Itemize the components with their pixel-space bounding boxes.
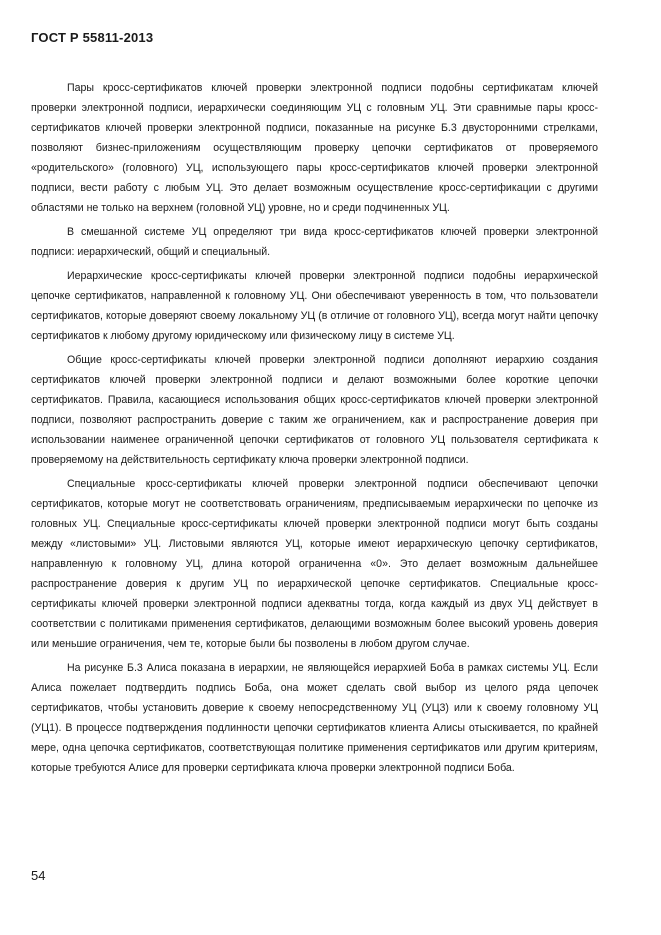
page-number: 54: [31, 868, 46, 883]
document-body: [31, 78, 598, 782]
document-header: ГОСТ Р 55811-2013: [31, 30, 154, 45]
paragraph: Общие кросс-сертификаты ключей проверки электронной подписи дополняют иерархию создания сертификатов ключей проверки электронной подписи и делают возможными более короткие цепочки сертификатов. Правила, касающиеся использования общих кросс-сертификатов ключей проверки электронной подписи, позволяют распространить доверие с таким же ограничением, как и распространение доверия при использовании наименее ограниченной цепочки сертификатов от головного УЦ пользователя сертификата к проверяемому на действительность сертификату ключа проверки электронной подписи.: [31, 354, 598, 466]
paragraph: Специальные кросс-сертификаты ключей проверки электронной подписи обеспечивают цепочки сертификатов, которые могут не соответствовать ограничениям, предписываемым иерархически по цепочке из головных УЦ. Специальные кросс-сертификаты ключей проверки электронной подписи могут быть созданы между «листовыми» УЦ. Листовыми являются УЦ, которые имеют иерархическую цепочку сертификатов, направленную к головному УЦ, длина которой ограниченна «0». Это делает возможным дальнейшее распространение доверия к другим УЦ по иерархической цепочке сертификатов. Специальные кросс-сертификаты ключей проверки электронной подписи адекватны тогда, когда каждый из двух УЦ действует в соответствии с политиками применения сертификатов, делающими возможным более высокий уровень доверия или меньшие ограничения, чем те, которые были бы позволены в любом другом случае.: [31, 478, 598, 650]
paragraph: На рисунке Б.3 Алиса показана в иерархии, не являющейся иерархией Боба в рамках системы УЦ. Если Алиса пожелает подтвердить подпись Боба, она может сделать свой выбор из целого ряда цепочек сертификатов, чтобы установить доверие к своему непосредственному УЦ (УЦ3) или к своему головному УЦ (УЦ1). В процессе подтверждения подлинности цепочки сертификатов клиента Алисы отыскивается, по крайней мере, одна цепочка сертификатов, соответствующая политике применения сертификатов или другим критериям, которые требуются Алисе для проверки сертификата ключа проверки электронной подписи Боба.: [31, 662, 598, 774]
paragraph: Иерархические кросс-сертификаты ключей проверки электронной подписи подобны иерархической цепочке сертификатов, направленной к головному УЦ. Они обеспечивают уверенность в том, что пользователи сертификатов, которые доверяют своему локальному УЦ (в отличие от головного УЦ), всегда могут найти цепочку сертификатов к любому другому юридическому или физическому лицу в системе УЦ.: [31, 270, 598, 342]
paragraph: Пары кросс-сертификатов ключей проверки электронной подписи подобны сертификатам ключей проверки электронной подписи, иерархически соединяющим УЦ с головным УЦ. Эти сравнимые пары кросс-сертификатов ключей проверки электронной подписи, показанные на рисунке Б.3 двусторонними стрелками, позволяют бизнес-приложениям осуществляющим проверку цепочки сертификатов от проверяемого «родительского» (головного) УЦ, использующего пары кросс-сертификатов ключей проверки электронной подписи, вести работу с любым УЦ. Это делает возможным осуществление кросс-сертификации с другими областями не только на верхнем (головной УЦ) уровне, но и среди подчиненных УЦ.: [31, 82, 598, 214]
paragraph: В смешанной системе УЦ определяют три вида кросс-сертификатов ключей проверки электронной подписи: иерархический, общий и специальный.: [31, 226, 598, 258]
